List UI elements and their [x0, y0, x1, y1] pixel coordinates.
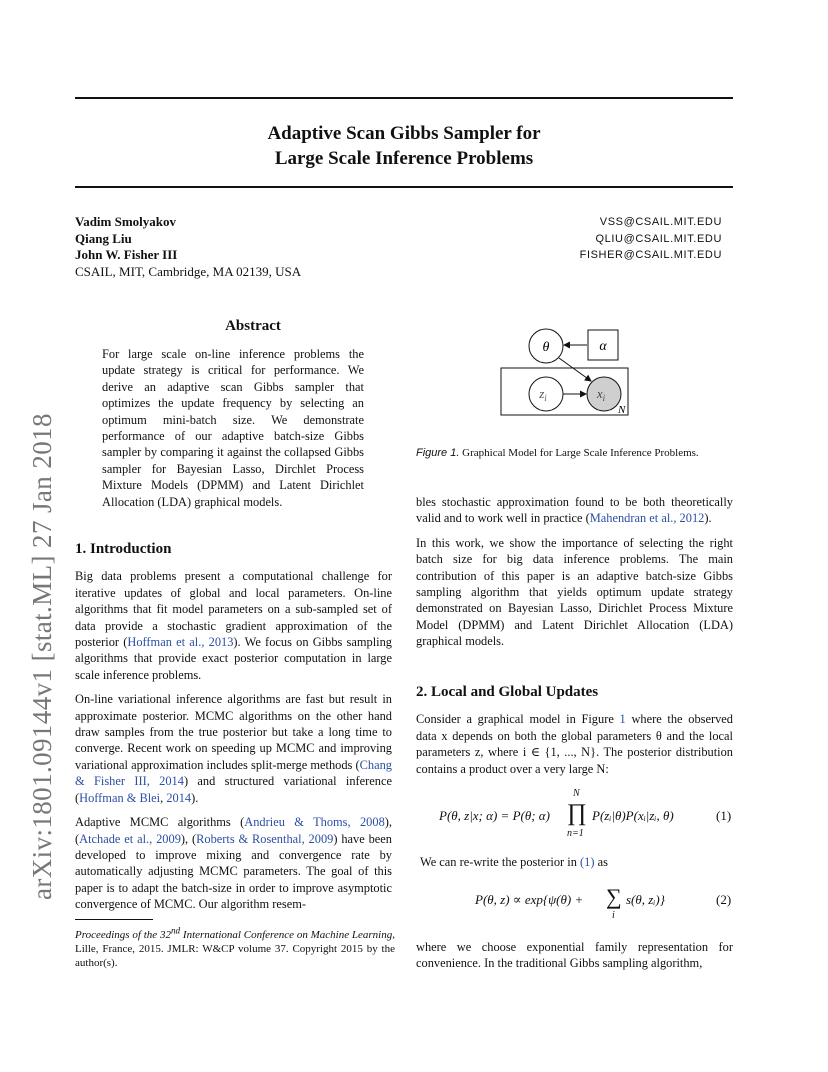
author-email: VSS@CSAIL.MIT.EDU	[599, 216, 722, 228]
abstract-heading: Abstract	[225, 318, 281, 334]
equation-1-rhs: P(zᵢ|θ)P(xᵢ|zᵢ, θ)	[592, 808, 674, 823]
affiliation: CSAIL, MIT, Cambridge, MA 02139, USA	[75, 263, 302, 279]
footnote-rule	[75, 919, 153, 920]
x-label: $x_i$	[596, 386, 606, 403]
author-email: FISHER@CSAIL.MIT.EDU	[579, 249, 722, 261]
title-line-1: Adaptive Scan Gibbs Sampler for	[267, 123, 541, 144]
alpha-label: α	[599, 339, 607, 354]
equation-2-lower: i	[612, 910, 615, 921]
paragraph: We can re-write the posterior in (1) as	[420, 855, 608, 869]
equation-1-product: ∏	[567, 800, 587, 826]
equation-1-upper: N	[573, 788, 580, 799]
author-block	[75, 214, 301, 280]
arxiv-stamp: arXiv:1801.09144v1 [stat.ML] 27 Jan 2018	[27, 413, 57, 900]
citation-link[interactable]: Andrieu & Thoms, 2008	[244, 815, 385, 830]
right-column	[416, 494, 733, 650]
author-name: Qiang Liu	[75, 230, 132, 246]
email-block	[580, 214, 722, 264]
graphical-model-figure	[490, 318, 630, 420]
equation-1-lower: n=1	[567, 828, 584, 839]
section-heading: 2. Local and Global Updates	[416, 684, 599, 700]
equation-ref-link[interactable]: (1)	[580, 855, 595, 869]
citation-link[interactable]: Mahendran et al., 2012	[589, 511, 705, 526]
footnote: Proceedings of the 32nd International Conference on Machine Learning, Lille, France, 2015. JMLR: W&CP volume 37. Copyright 2015 by the author(s).	[75, 925, 395, 969]
abstract-text: For large scale on-line inference problems the update strategy is critical for performance. We derive an adaptive scan Gibbs sampler that optimizes the update frequency by selecting an optimum mini-batch size. We demonstrate performance of our adaptive batch-size Gibbs sampler by comparing it against the collapsed Gibbs sampler for Bayesian Lasso, Dirchlet Process Mixture Models (DPMM) and Latent Dirichlet Allocation (LDA) graphical models.	[102, 347, 364, 509]
paragraph: bles stochastic approximation found to be both theoretically valid and to work well in practice (Mahendran et al., 2012).	[416, 495, 733, 526]
paragraph: where we choose exponential family representation for convenience. In the traditional Gibbs sampling algorithm,	[416, 940, 733, 971]
plate-label: N	[618, 404, 626, 416]
citation-link[interactable]: Atchade et al., 2009	[79, 831, 181, 846]
author-name: Vadim Smolyakov	[75, 214, 177, 229]
title-bottom-rule	[75, 186, 733, 188]
title-line-2: Large Scale Inference Problems	[274, 148, 534, 169]
edge-theta-x	[559, 358, 591, 381]
citation-link[interactable]: Hoffman et al., 2013	[127, 635, 234, 650]
introduction-section	[75, 541, 392, 913]
citation-link[interactable]: Chang & Fisher III, 2014	[75, 757, 392, 789]
equation-1-number: (1)	[716, 808, 732, 823]
paper-title	[75, 121, 733, 171]
author-email: QLIU@CSAIL.MIT.EDU	[595, 232, 722, 245]
paragraph: Adaptive MCMC algorithms (Andrieu & Thoms, 2008), (Atchade et al., 2009), (Roberts & Rosenthal, 2009) have been developed to improve mixing and convergence rate by automatically adjusting MCMC parameters. The goal of this paper is to adapt the batch-size in order to improve asymptotic convergence of MCMC. Our algorithm resem-	[75, 815, 392, 912]
paragraph: Consider a graphical model in Figure 1 where the observed data x depends on both the global parameters θ and the local parameters z, where i ∈ {1, ..., N}. The posterior distribution contains a product over a very large N:	[416, 712, 733, 776]
equation-2-sum: ∑	[606, 884, 622, 909]
section-2	[416, 684, 733, 777]
equation-2-number: (2)	[716, 892, 732, 907]
figure-ref-link[interactable]: 1	[619, 712, 626, 727]
citation-link[interactable]: Hoffman & Blei	[79, 790, 161, 805]
citation-link[interactable]: 2014	[166, 790, 192, 805]
paragraph: In this work, we show the importance of selecting the right batch size for big data inference problems. The main contribution of this paper is an adaptive batch-size Gibbs sampling algorithm that yields optimum update strategy demonstrated on Bayesian Lasso, Dirichlet Process Mixture Model (DPMM) and Latent Dirichlet Allocation (LDA) graphical models.	[416, 535, 733, 649]
figure-caption: Figure 1. Graphical Model for Large Scale Inference Problems.	[416, 447, 699, 459]
paragraph: Big data problems present a computational challenge for iterative updates of global and local parameters. On-line algorithms that fit model parameters on a sub-sampled set of data provide a stochastic gradient approximation of the posterior (Hoffman et al., 2013). We focus on Gibbs sampling algorithms that provide exact posterior computation in large scale inference problems.	[75, 569, 392, 682]
theta-label: θ	[542, 340, 550, 355]
z-label: $z_i$	[539, 386, 547, 403]
section-heading: 1. Introduction	[75, 541, 172, 557]
equation-1-lhs: P(θ, z|x; α) = P(θ; α)	[439, 808, 550, 823]
author-name: John W. Fisher III	[75, 247, 178, 262]
paragraph: On-line variational inference algorithms are fast but result in approximate posterior. MCMC algorithms on the other hand draw samples from the true posterior but take a long time to converge. Recent work on speeding up MCMC and improving variational approximation includes split-merge methods (Chang & Fisher III, 2014) and structured variational inference (Hoffman & Blei, 2014).	[75, 692, 392, 805]
equation-2-lhs: P(θ, z) ∝ exp{ψ(θ) +	[475, 892, 584, 907]
title-top-rule	[75, 97, 733, 99]
equation-2-rhs: s(θ, zᵢ)}	[626, 892, 665, 907]
citation-link[interactable]: Roberts & Rosenthal, 2009	[196, 831, 334, 846]
